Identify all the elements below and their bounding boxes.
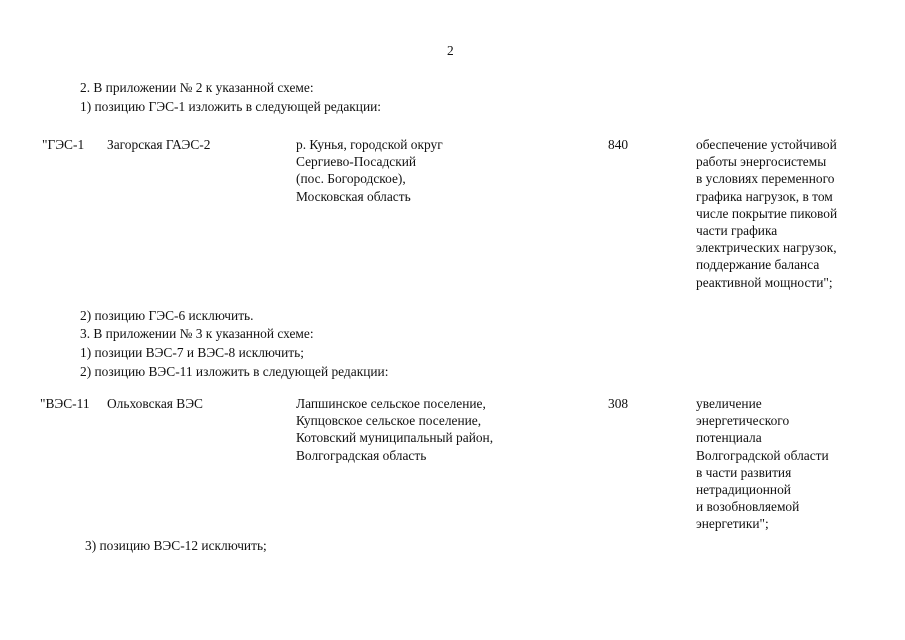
ves11-purpose-line: нетрадиционной [696, 481, 791, 497]
ves11-capacity: 308 [608, 396, 629, 411]
section-3-heading: 3. В приложении № 3 к указанной схеме: [80, 326, 314, 341]
ves11-purpose-line: энергетики"; [696, 516, 769, 532]
section-2-heading: 2. В приложении № 2 к указанной схеме: [80, 80, 314, 95]
ges1-purpose-line: реактивной мощности"; [696, 274, 833, 290]
ges1-purpose-line: обеспечение устойчивой [696, 137, 837, 152]
ges1-location-line: (пос. Богородское), [296, 171, 406, 187]
ges1-capacity: 840 [608, 137, 629, 152]
ges1-purpose-line: электрических нагрузок, [696, 240, 837, 256]
ges1-purpose-line: части графика [696, 222, 778, 238]
ves11-purpose [696, 395, 829, 533]
ges1-purpose [696, 136, 837, 291]
ves11-purpose-line: энергетического [696, 413, 790, 429]
ves11-location-line: Волгоградская область [296, 447, 427, 463]
section-3-item-3: 3) позицию ВЭС-12 исключить; [85, 538, 267, 553]
ves11-purpose-line: и возобновляемой [696, 499, 800, 515]
section-2-item-1: 1) позицию ГЭС-1 изложить в следующей редакции: [80, 99, 382, 114]
ges1-location-line: Сергиево-Посадский [296, 154, 417, 170]
ves11-location-line: Котовский муниципальный район, [296, 430, 494, 446]
ves11-name: Ольховская ВЭС [107, 396, 203, 411]
ves11-purpose-line: в части развития [696, 464, 792, 480]
section-3-item-2: 2) позицию ВЭС-11 изложить в следующей редакции: [80, 364, 389, 379]
ges1-purpose-line: числе покрытие пиковой [696, 205, 838, 221]
ges1-location-line: Московская область [296, 188, 411, 204]
ges1-code: "ГЭС-1 [42, 137, 85, 152]
ves11-location-line: Лапшинское сельское поселение, [296, 396, 486, 411]
ves11-purpose-line: потенциала [696, 430, 762, 446]
ges1-purpose-line: поддержание баланса [696, 257, 820, 273]
ves11-code: "ВЭС-11 [40, 396, 90, 411]
ves11-location-line: Купцовское сельское поселение, [296, 413, 482, 429]
ves11-location [296, 395, 493, 464]
ges1-purpose-line: работы энергосистемы [696, 154, 827, 170]
ges1-purpose-line: в условиях переменного [696, 171, 835, 187]
ves11-purpose-line: увеличение [696, 396, 762, 411]
page-number: 2 [447, 43, 454, 58]
section-3-item-1: 1) позиции ВЭС-7 и ВЭС-8 исключить; [80, 345, 304, 360]
section-2-item-2: 2) позицию ГЭС-6 исключить. [80, 308, 254, 323]
ges1-purpose-line: графика нагрузок, в том [696, 188, 833, 204]
ges1-location [296, 136, 443, 205]
ges1-name: Загорская ГАЭС-2 [107, 137, 211, 152]
ges1-location-line: р. Кунья, городской округ [296, 137, 443, 152]
ves11-purpose-line: Волгоградской области [696, 447, 829, 463]
